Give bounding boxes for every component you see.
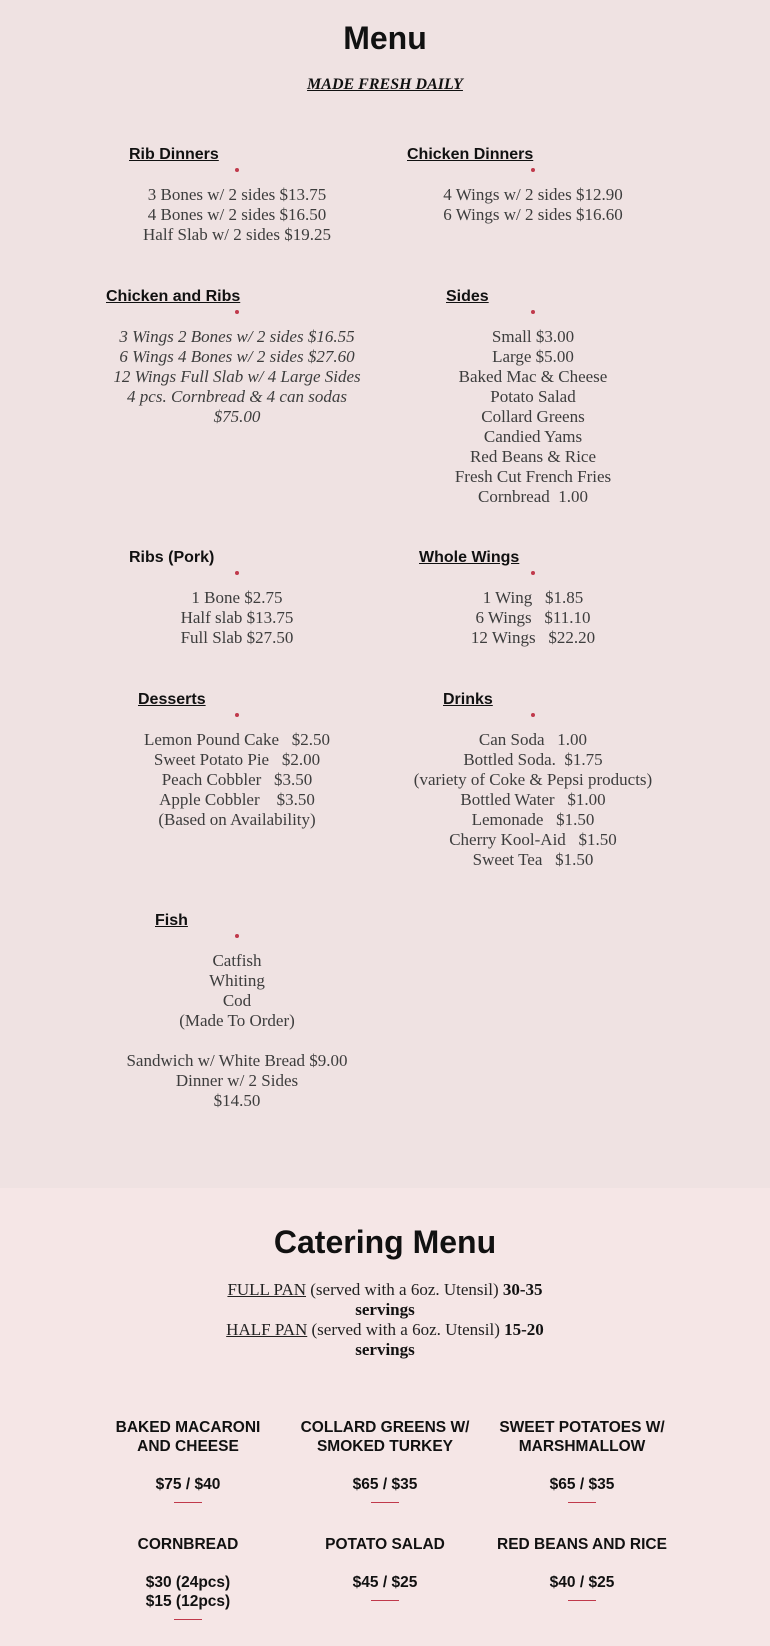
menu-item: $14.50 bbox=[213, 1091, 261, 1110]
menu-item: 6 Wings $11.10 bbox=[475, 608, 591, 627]
section-items bbox=[87, 730, 387, 830]
section-chicken-and-ribs bbox=[87, 287, 387, 426]
full-pan-label: FULL PAN bbox=[227, 1280, 307, 1299]
bullet-dot bbox=[531, 571, 535, 575]
price-line: $45 / $25 bbox=[352, 1574, 418, 1591]
catering-item-name bbox=[487, 1535, 677, 1554]
bullet-dot bbox=[531, 310, 535, 314]
catering-item bbox=[487, 1418, 677, 1503]
menu-item: Can Soda 1.00 bbox=[478, 730, 588, 749]
menu-item: 3 Bones w/ 2 sides $13.75 bbox=[147, 185, 327, 204]
section-drinks bbox=[383, 690, 683, 869]
catering-item-price bbox=[93, 1475, 283, 1494]
menu-item: Catfish bbox=[212, 951, 262, 970]
name-line: BAKED MACARONI bbox=[115, 1419, 261, 1436]
half-pan-desc: (served with a 6oz. Utensil) bbox=[307, 1320, 505, 1339]
menu-item: 6 Wings 4 Bones w/ 2 sides $27.60 bbox=[119, 347, 355, 366]
section-heading: Ribs (Pork) bbox=[129, 549, 215, 566]
menu-item: Red Beans & Rice bbox=[469, 447, 597, 466]
catering-item-price bbox=[290, 1475, 480, 1494]
full-pan-servings: 30-35 servings bbox=[355, 1280, 543, 1319]
bullet-dot bbox=[235, 934, 239, 938]
section-desserts bbox=[87, 690, 387, 829]
name-line: MARSHMALLOW bbox=[518, 1438, 646, 1455]
menu-item: Sweet Tea $1.50 bbox=[472, 850, 594, 869]
menu-item: Bottled Water $1.00 bbox=[460, 790, 606, 809]
section-items bbox=[87, 185, 387, 245]
menu-item: Candied Yams bbox=[483, 427, 583, 446]
name-line: SWEET POTATOES W/ bbox=[499, 1419, 665, 1436]
half-pan-label: HALF PAN bbox=[226, 1320, 308, 1339]
price-line: $15 (12pcs) bbox=[145, 1593, 231, 1610]
page-title: Menu bbox=[343, 20, 427, 56]
section-heading: Chicken Dinners bbox=[407, 146, 534, 163]
menu-item: 1 Bone $2.75 bbox=[191, 588, 283, 607]
catering-item bbox=[93, 1418, 283, 1503]
name-line: AND CHEESE bbox=[137, 1438, 239, 1455]
menu-item: Sweet Potato Pie $2.00 bbox=[153, 750, 321, 769]
menu-item: Half slab $13.75 bbox=[180, 608, 294, 627]
section-sides bbox=[383, 287, 683, 506]
section-heading: Rib Dinners bbox=[129, 146, 219, 163]
divider bbox=[568, 1600, 596, 1601]
half-pan-servings: 15-20 servings bbox=[355, 1320, 544, 1359]
menu-item: Lemonade $1.50 bbox=[471, 810, 595, 829]
menu-item: Potato Salad bbox=[490, 387, 576, 406]
catering-item bbox=[487, 1535, 677, 1601]
section-items bbox=[383, 185, 683, 225]
menu-item: $75.00 bbox=[213, 407, 261, 426]
catering-title: Catering Menu bbox=[273, 1224, 497, 1260]
section-items bbox=[87, 327, 387, 427]
menu-item: Cherry Kool-Aid $1.50 bbox=[449, 830, 617, 849]
section-heading: Chicken and Ribs bbox=[106, 288, 241, 305]
section-fish bbox=[87, 911, 387, 1110]
name-line: RED BEANS AND RICE bbox=[497, 1536, 667, 1553]
price-line: $30 (24pcs) bbox=[145, 1574, 231, 1591]
menu-item: Large $5.00 bbox=[492, 347, 574, 366]
catering-item-name bbox=[487, 1418, 677, 1456]
section-items bbox=[87, 588, 387, 648]
menu-item: 6 Wings w/ 2 sides $16.60 bbox=[443, 205, 623, 224]
divider bbox=[371, 1600, 399, 1601]
menu-item: Baked Mac & Cheese bbox=[458, 367, 608, 386]
menu-item: Full Slab $27.50 bbox=[180, 628, 294, 647]
section-items bbox=[383, 730, 683, 870]
price-line: $75 / $40 bbox=[155, 1476, 221, 1493]
bullet-dot bbox=[235, 713, 239, 717]
price-line: $40 / $25 bbox=[549, 1574, 615, 1591]
catering-item-price bbox=[290, 1573, 480, 1592]
section-heading: Sides bbox=[446, 288, 489, 305]
menu-item: (Based on Availability) bbox=[158, 810, 316, 829]
menu-item: 4 Wings w/ 2 sides $12.90 bbox=[443, 185, 623, 204]
name-line: CORNBREAD bbox=[137, 1536, 239, 1553]
spacer bbox=[87, 1031, 387, 1051]
full-pan-desc: (served with a 6oz. Utensil) bbox=[306, 1280, 503, 1299]
section-ribs-pork bbox=[87, 548, 387, 647]
section-items bbox=[383, 327, 683, 507]
divider bbox=[568, 1502, 596, 1503]
section-whole-wings bbox=[383, 548, 683, 647]
catering-item bbox=[290, 1535, 480, 1601]
menu-item: Dinner w/ 2 Sides bbox=[175, 1071, 299, 1090]
menu-item: Collard Greens bbox=[481, 407, 585, 426]
bullet-dot bbox=[531, 168, 535, 172]
menu-item: (Made To Order) bbox=[179, 1011, 295, 1030]
menu-item: Cod bbox=[222, 991, 252, 1010]
section-heading: Whole Wings bbox=[419, 549, 520, 566]
section-items bbox=[87, 951, 387, 1111]
bullet-dot bbox=[531, 713, 535, 717]
menu-item: 1 Wing $1.85 bbox=[482, 588, 584, 607]
price-line: $65 / $35 bbox=[549, 1476, 615, 1493]
name-line: POTATO SALAD bbox=[325, 1536, 445, 1553]
menu-item: Small $3.00 bbox=[491, 327, 575, 346]
catering-item-price bbox=[93, 1573, 283, 1611]
menu-item: Whiting bbox=[209, 971, 265, 990]
menu-item: Lemon Pound Cake $2.50 bbox=[143, 730, 331, 749]
catering-item-name bbox=[93, 1418, 283, 1456]
menu-item: 12 Wings $22.20 bbox=[470, 628, 596, 647]
name-line: SMOKED TURKEY bbox=[316, 1438, 454, 1455]
catering-item bbox=[93, 1535, 283, 1620]
bullet-dot bbox=[235, 310, 239, 314]
full-pan-line bbox=[200, 1280, 570, 1320]
menu-item: 4 pcs. Cornbread & 4 can sodas bbox=[127, 387, 347, 406]
half-pan-line bbox=[200, 1320, 570, 1360]
catering-item-price bbox=[487, 1475, 677, 1494]
divider bbox=[174, 1619, 202, 1620]
catering-item-name bbox=[93, 1535, 283, 1554]
menu-item: Sandwich w/ White Bread $9.00 bbox=[126, 1051, 348, 1070]
section-heading: Drinks bbox=[443, 691, 493, 708]
divider bbox=[371, 1502, 399, 1503]
catering-intro bbox=[200, 1280, 570, 1360]
menu-item: Apple Cobbler $3.50 bbox=[159, 790, 315, 809]
menu-item: 12 Wings Full Slab w/ 4 Large Sides bbox=[113, 367, 361, 386]
menu-item: (variety of Coke & Pepsi products) bbox=[413, 770, 653, 789]
section-heading: Desserts bbox=[138, 691, 206, 708]
section-rib-dinners bbox=[87, 145, 387, 244]
menu-item: Half Slab w/ 2 sides $19.25 bbox=[143, 225, 331, 244]
divider bbox=[174, 1502, 202, 1503]
name-line: COLLARD GREENS W/ bbox=[300, 1419, 470, 1436]
bullet-dot bbox=[235, 571, 239, 575]
menu-item: Fresh Cut French Fries bbox=[454, 467, 612, 486]
catering-item-name bbox=[290, 1535, 480, 1554]
catering-item bbox=[290, 1418, 480, 1503]
menu-subtitle: MADE FRESH DAILY bbox=[307, 76, 463, 93]
section-items bbox=[383, 588, 683, 648]
menu-item: 4 Bones w/ 2 sides $16.50 bbox=[147, 205, 327, 224]
catering-item-price bbox=[487, 1573, 677, 1592]
section-heading: Fish bbox=[155, 912, 188, 929]
menu-item: 3 Wings 2 Bones w/ 2 sides $16.55 bbox=[119, 327, 355, 346]
price-line: $65 / $35 bbox=[352, 1476, 418, 1493]
section-chicken-dinners bbox=[383, 145, 683, 224]
bullet-dot bbox=[235, 168, 239, 172]
menu-item: Cornbread 1.00 bbox=[477, 487, 588, 506]
catering-item-name bbox=[290, 1418, 480, 1456]
menu-item: Bottled Soda. $1.75 bbox=[463, 750, 603, 769]
menu-item: Peach Cobbler $3.50 bbox=[161, 770, 313, 789]
